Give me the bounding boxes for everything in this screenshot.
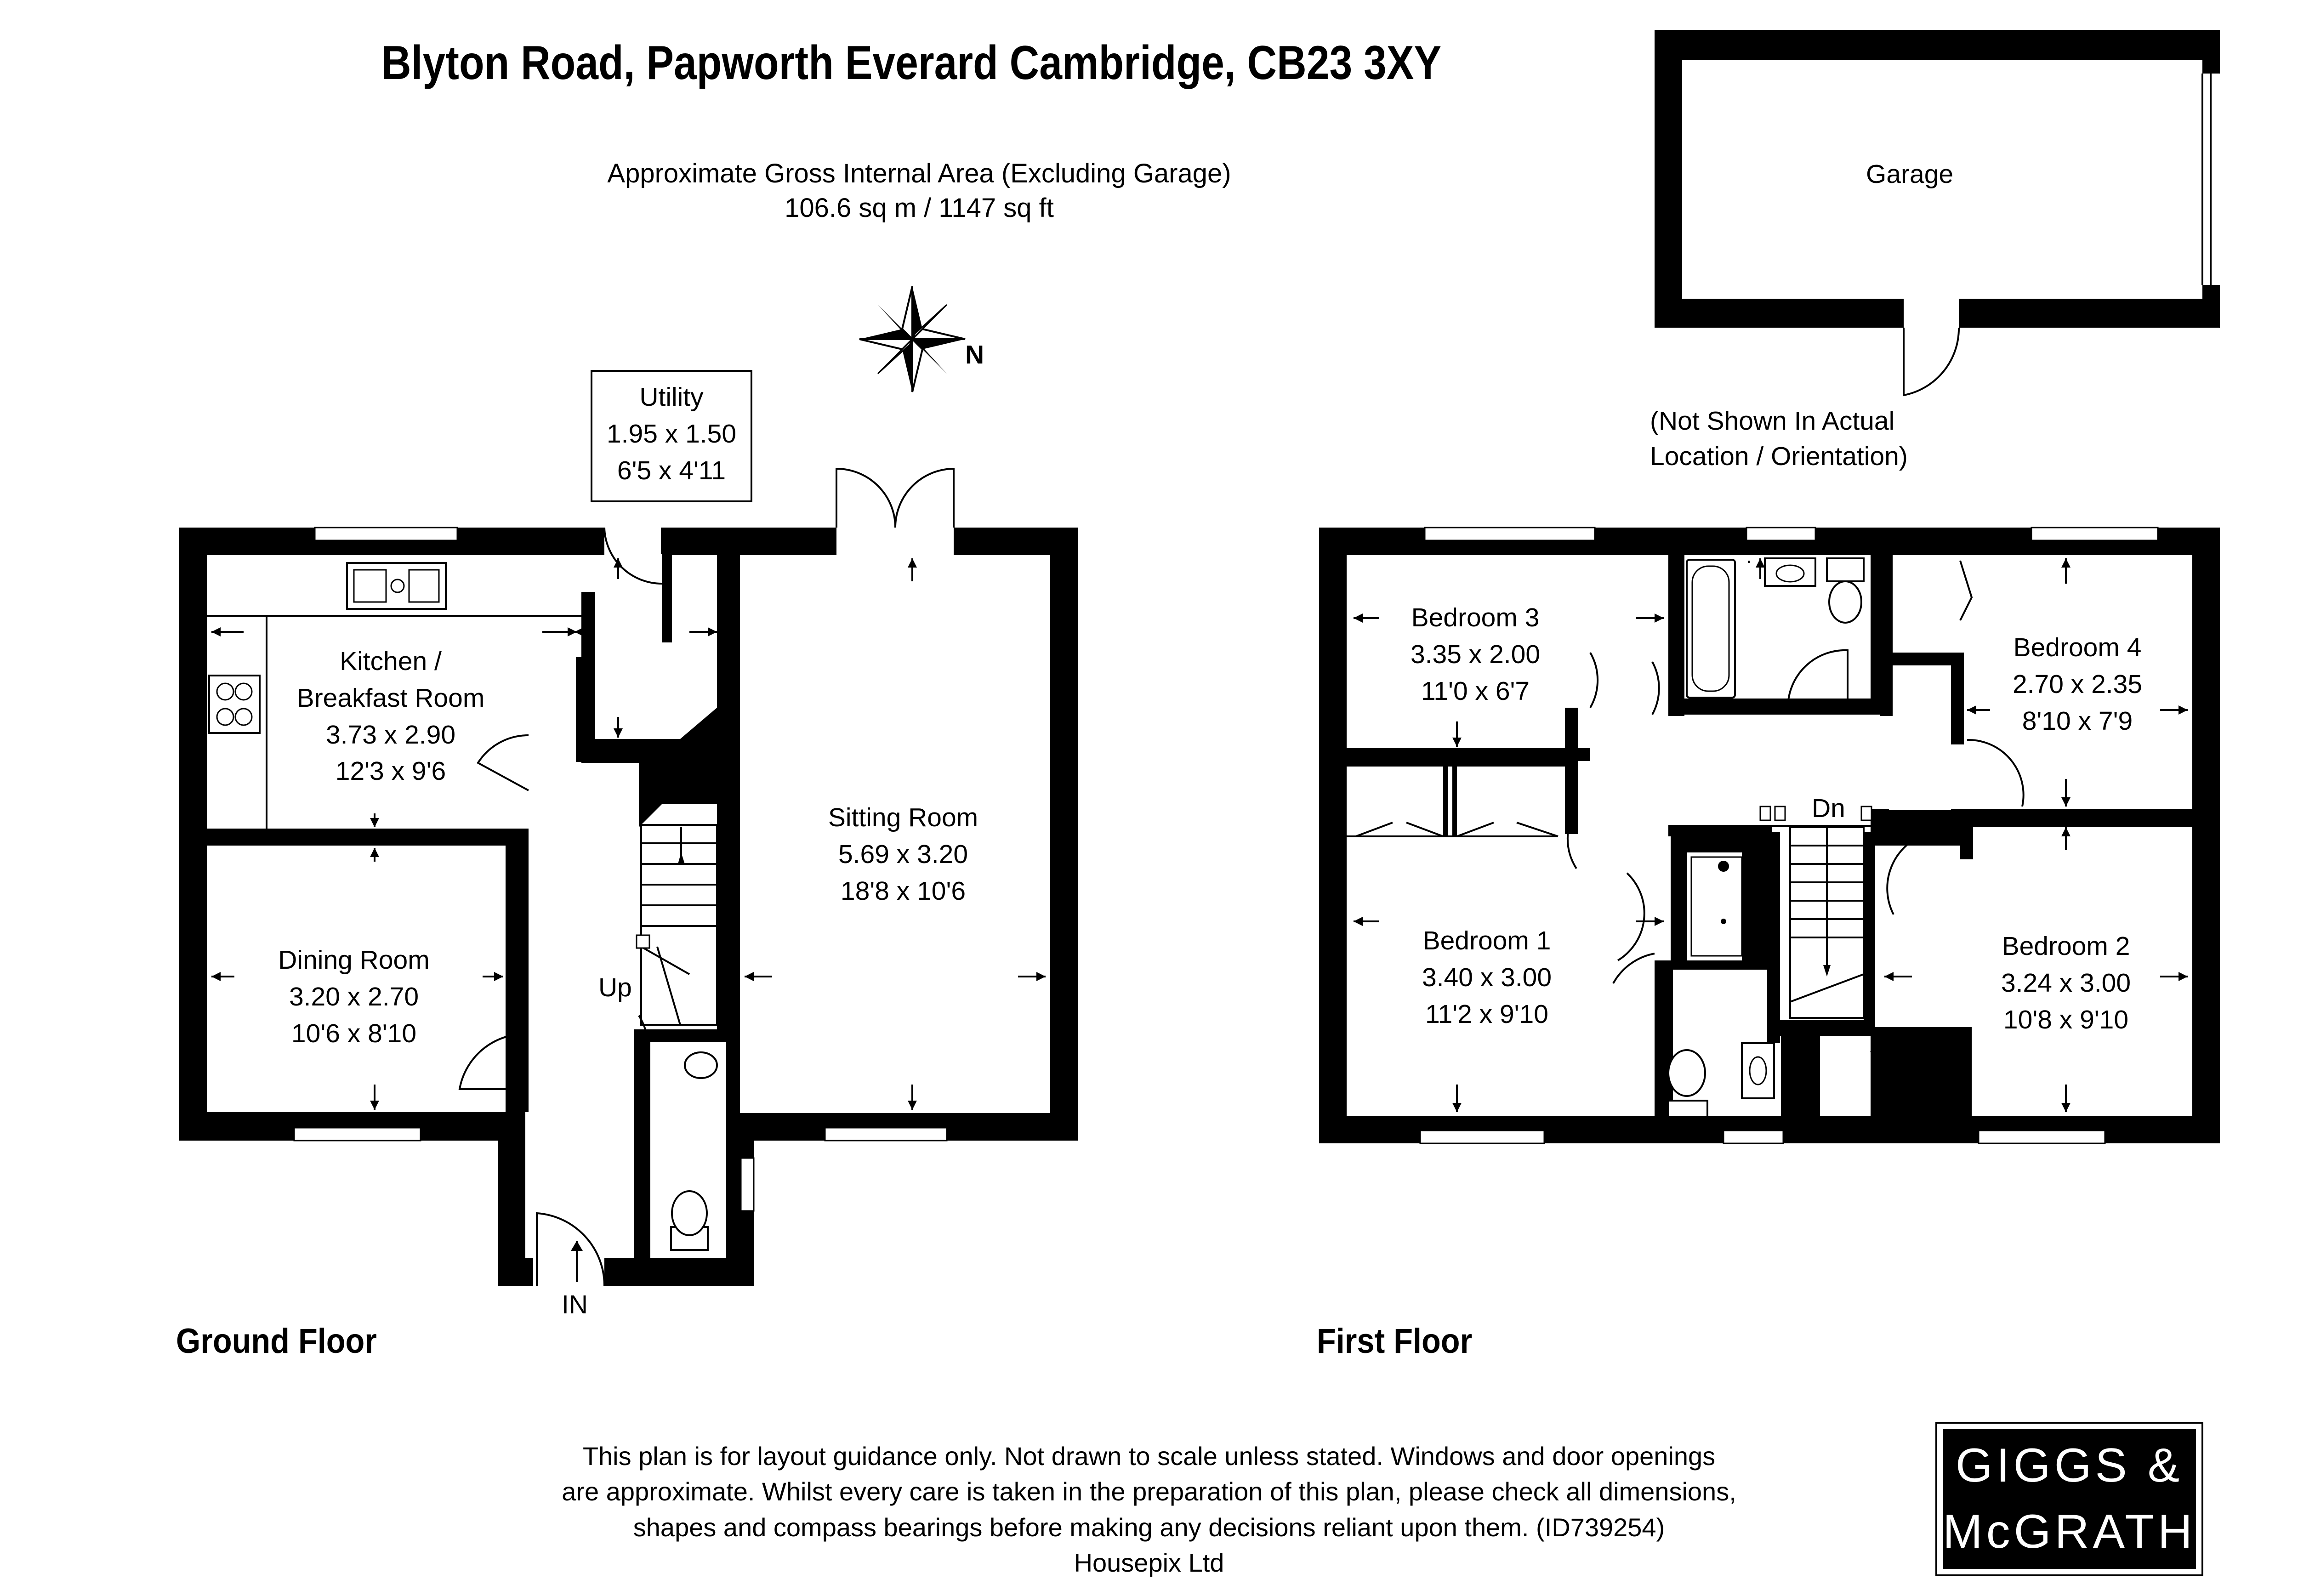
room-utility-imperial: 6'5 x 4'11 <box>617 455 726 485</box>
garage-plan <box>1655 30 2220 395</box>
disclaimer <box>506 1438 1792 1580</box>
room-dining-imperial: 10'6 x 8'10 <box>291 1018 417 1048</box>
room-utility-metric: 1.95 x 1.50 <box>606 419 737 449</box>
credit: Housepix Ltd <box>1074 1548 1224 1577</box>
room-bedroom-2-imperial: 10'8 x 9'10 <box>2003 1005 2129 1034</box>
entrance-label: IN <box>562 1290 588 1319</box>
garage-label: Garage <box>1866 159 1954 189</box>
room-kitchen-imperial: 12'3 x 9'6 <box>335 756 446 786</box>
first-floor-title: First Floor <box>1317 1322 1473 1361</box>
garage-note-line1: (Not Shown In Actual <box>1650 406 1895 436</box>
room-dining-metric: 3.20 x 2.70 <box>289 982 419 1011</box>
room-bedroom-4-name: Bedroom 4 <box>2013 633 2142 662</box>
gross-area-value: 106.6 sq m / 1147 sq ft <box>785 193 1054 223</box>
room-kitchen <box>276 643 506 790</box>
room-dining-name: Dining Room <box>278 945 430 975</box>
room-bedroom-2-name: Bedroom 2 <box>2002 931 2130 961</box>
room-bedroom-1-name: Bedroom 1 <box>1422 926 1551 955</box>
room-bedroom-4-imperial: 8'10 x 7'9 <box>2022 706 2133 736</box>
gross-area-heading: Approximate Gross Internal Area (Excluding Garage) <box>607 159 1231 188</box>
disclaimer-line-1: This plan is for layout guidance only. Not drawn to scale unless stated. Windows and door openings <box>582 1442 1716 1471</box>
room-bedroom-1 <box>1390 923 1583 1033</box>
stairs-down-label: Dn <box>1812 794 1845 823</box>
room-bedroom-4 <box>1981 630 2174 739</box>
room-sitting-imperial: 18'8 x 10'6 <box>840 876 966 906</box>
garage-note-line2: Location / Orientation) <box>1650 441 1908 471</box>
room-bedroom-3-imperial: 11'0 x 6'7 <box>1421 676 1530 706</box>
room-kitchen-name-1: Kitchen / <box>340 647 442 676</box>
room-bedroom-1-imperial: 11'2 x 9'10 <box>1425 999 1548 1029</box>
stairs-up-label: Up <box>598 973 632 1002</box>
room-kitchen-metric: 3.73 x 2.90 <box>325 720 456 750</box>
room-bedroom-2-metric: 3.24 x 3.00 <box>2001 968 2131 998</box>
room-bedroom-3-metric: 3.35 x 2.00 <box>1410 639 1541 669</box>
disclaimer-line-2: are approximate. Whilst every care is taken in the preparation of this plan, please check all dimensions, <box>562 1477 1736 1506</box>
room-dining <box>239 942 469 1052</box>
room-bedroom-4-metric: 2.70 x 2.35 <box>2012 669 2143 699</box>
room-utility <box>593 379 750 489</box>
logo-line-1: GIGGS & <box>1955 1439 2184 1493</box>
room-kitchen-name-2: Breakfast Room <box>296 683 485 713</box>
room-bedroom-2 <box>1969 928 2162 1038</box>
compass-icon <box>859 286 965 392</box>
room-bedroom-1-metric: 3.40 x 3.00 <box>1422 962 1552 992</box>
north-label: N <box>965 340 984 369</box>
garage-note <box>1650 403 1908 474</box>
room-utility-name: Utility <box>639 382 704 412</box>
room-sitting <box>788 800 1018 909</box>
page-title: Blyton Road, Papworth Everard Cambridge, CB23 3XY <box>381 36 1442 90</box>
logo-line-2: McGRATH <box>1943 1505 2196 1558</box>
agent-logo <box>1937 1424 2201 1574</box>
disclaimer-line-3: shapes and compass bearings before making any decisions reliant upon them. (ID739254) <box>633 1512 1665 1542</box>
ground-floor-title: Ground Floor <box>176 1322 377 1361</box>
room-bedroom-3 <box>1379 600 1572 710</box>
room-bedroom-3-name: Bedroom 3 <box>1411 603 1540 632</box>
room-sitting-name: Sitting Room <box>828 803 978 832</box>
room-sitting-metric: 5.69 x 3.20 <box>838 839 968 869</box>
